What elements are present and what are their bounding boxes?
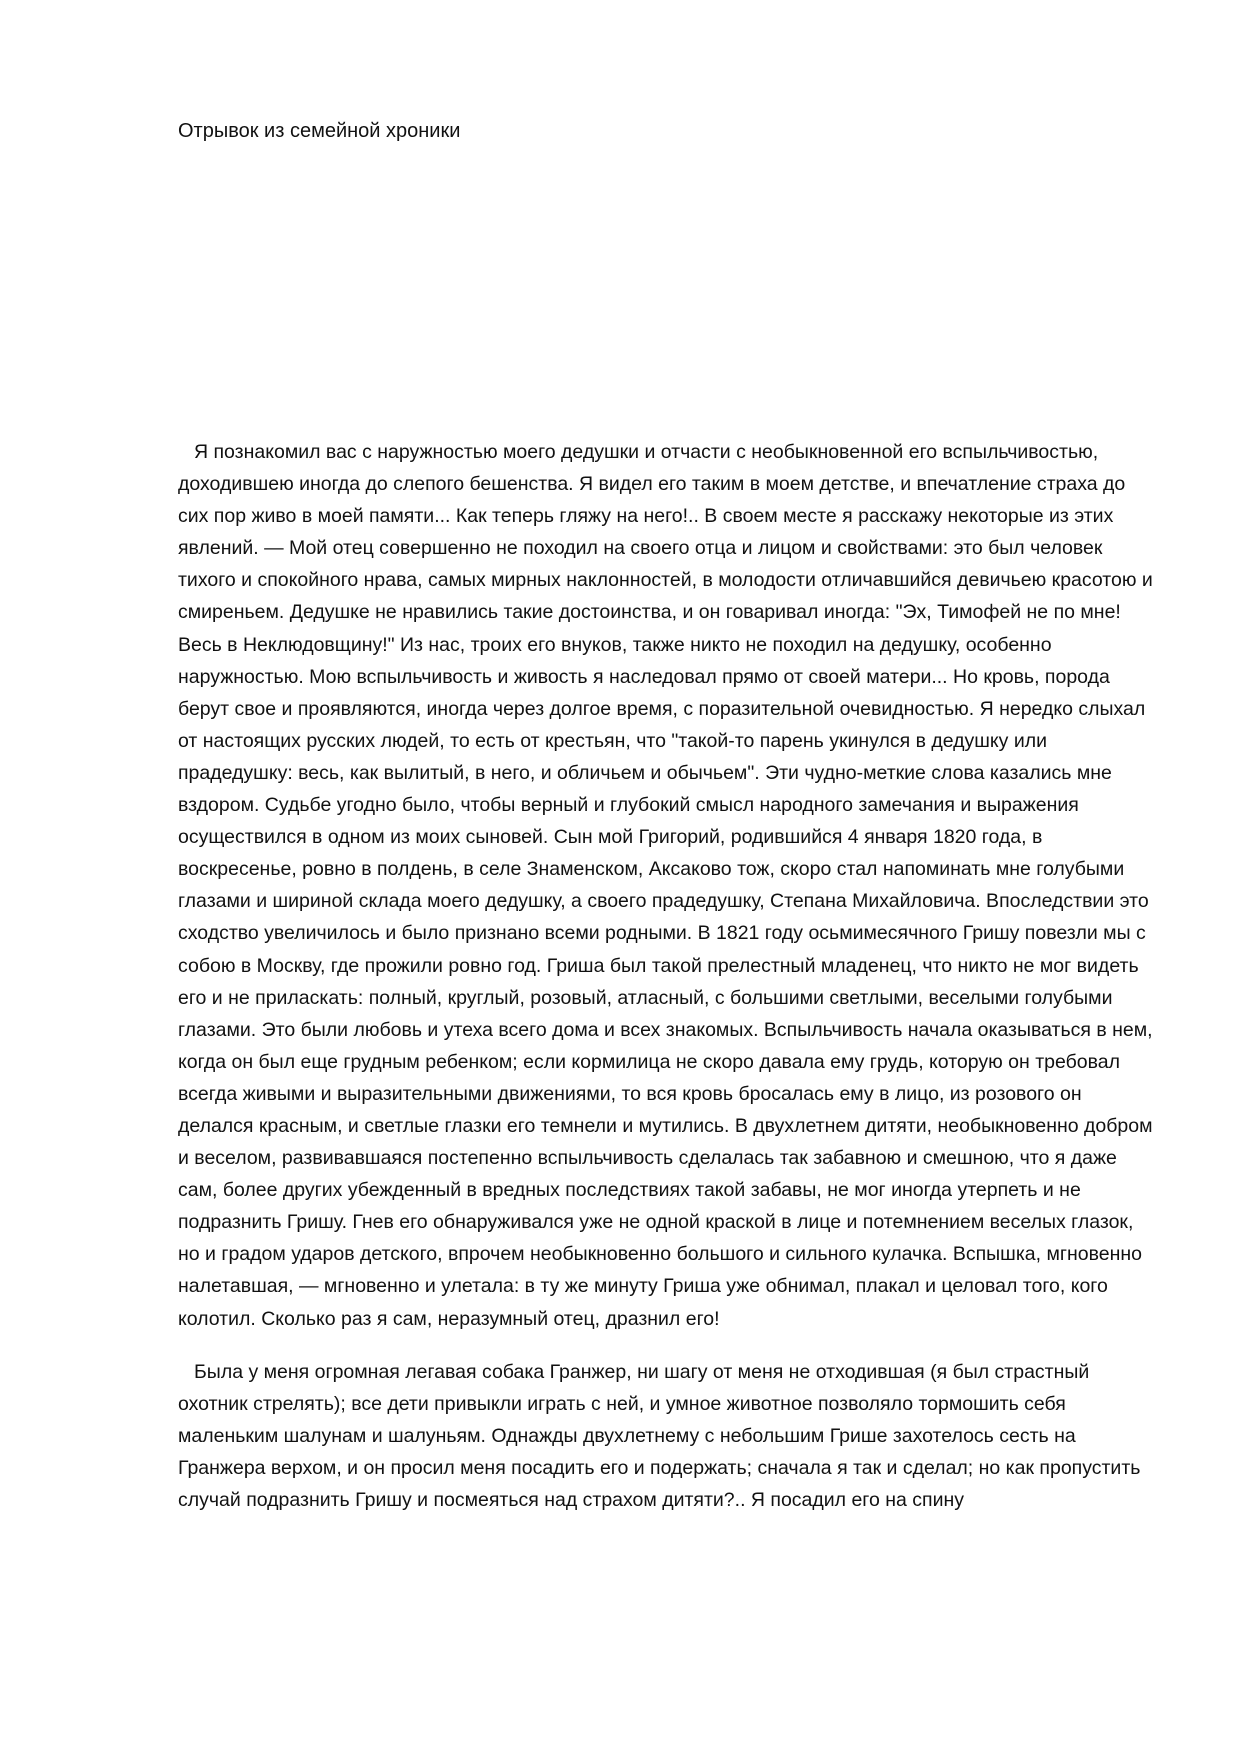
document-subtitle: Отрывок из семейной хроники: [178, 120, 461, 142]
paragraph-1: Я познакомил вас с наружностью моего дедушки и отчасти с необыкновенной его вспыльчивостью, доходившею иногда до слепого бешенства. Я видел его таким в моем детстве, и впечатление страха до сих пор живо в моей памяти... Как теперь гляжу на него!.. В своем месте я расскажу некоторые из этих явлений. — Мой отец совершенно не походил на своего отца и лицом и свойствами: это был человек тихого и спокойного нрава, самых мирных наклонностей, в молодости отличавшийся девичьею красотою и смиреньем. Дедушке не нравились такие достоинства, и он говаривал иногда: "Эх, Тимофей не по мне! Весь в Неклюдовщину!" Из нас, троих его внуков, также никто не походил на дедушку, особенно наружностью. Мою вспыльчивость и живость я наследовал прямо от своей матери... Но кровь, порода берут свое и проявляются, иногда через долгое время, с поразительной очевидностью. Я нередко слыхал от настоящих русских людей, то есть от крестьян, что "такой-то парень укинулся в дедушку или прадедушку: весь, как вылитый, в него, и обличьем и обычьем". Эти чудно-меткие слова казались мне вздором. Судьбе угодно было, чтобы верный и глубокий смысл народного замечания и выражения осуществился в одном из моих сыновей. Сын мой Григорий, родившийся 4 января 1820 года, в воскресенье, ровно в полдень, в селе Знаменском, Аксаково тож, скоро стал напоминать мне голубыми глазами и шириной склада моего дедушку, а своего прадедушку, Степана Михайловича. Впоследствии это сходство увеличилось и было признано всеми родными. В 1821 году осьмимесячного Гришу повезли мы с собою в Москву, где прожили ровно год. Гриша был такой прелестный младенец, что никто не мог видеть его и не приласкать: полный, круглый, розовый, атласный, с большими светлыми, веселыми голубыми глазами. Это были любовь и утеха всего дома и всех знакомых. Вспыльчивость начала оказываться в нем, когда он был еще грудным ребенком; если кормилица не скоро давала ему грудь, которую он требовал всегда живыми и выразительными движениями, то вся кровь бросалась ему в лицо, из розового он делался красным, и светлые глазки его темнели и мутились. В двухлетнем дитяти, необыкновенно добром и веселом, развивавшаяся постепенно вспыльчивость сделалась так забавною и смешною, что я даже сам, более других убежденный в вредных последствиях такой забавы, не мог иногда утерпеть и не подразнить Гришу. Гнев его обнаруживался уже не одной краской в лице и потемнением веселых глазок, но и градом ударов детского, впрочем необыкновенно большого и сильного кулачка. Вспышка, мгновенно налетавшая, — мгновенно и улетала: в ту же минуту Гриша уже обнимал, плакал и целовал того, кого колотил. Сколько раз я сам, неразумный отец, дразнил его!: [178, 441, 1153, 1330]
paragraph-2: Была у меня огромная легавая собака Гранжер, ни шагу от меня не отходившая (я был страстный охотник стрелять); все дети привыкли играть с ней, и умное животное позволяло тормошить себя маленьким шалунам и шалуньям. Однажды двухлетнему с небольшим Грише захотелось сесть на Гранжера верхом, и он просил меня посадить его и подержать; сначала я так и сделал; но как пропустить случай подразнить Гришу и посмеяться над страхом дитяти?.. Я посадил его на спину: [178, 1360, 1141, 1511]
document-body: [178, 436, 1158, 1516]
